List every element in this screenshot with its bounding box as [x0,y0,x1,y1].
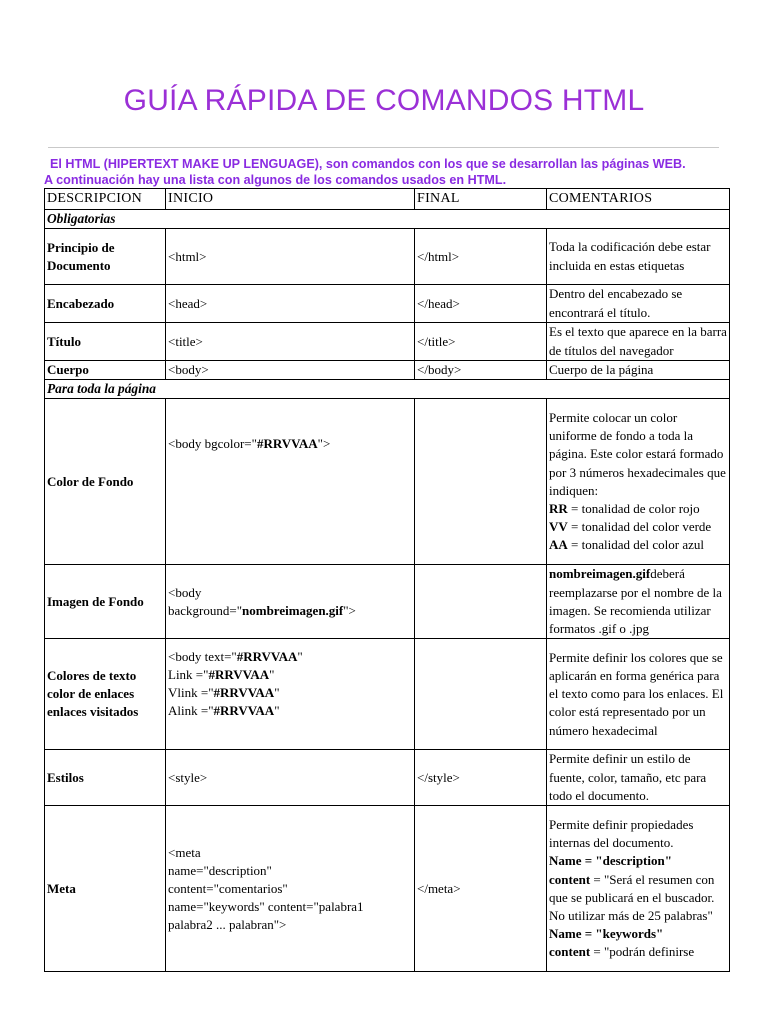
table-row [45,361,730,380]
table-row [45,750,730,806]
cell-desc: Título [45,323,166,361]
cell-comentario: Permite definir propiedades internas del documento. Name = "description" content = "Será el resumen con que se publicará en el buscador. No utilizar más de 25 palabras" Name = "keywords" content = "podrán definirse [547,806,730,972]
cell-inicio: <head> [166,285,415,323]
cell-final [415,565,547,639]
cell-inicio: <meta name="description" content="comentarios" name="keywords" content="palabra1 palabra2 ... palabran"> [166,806,415,972]
cell-desc: Meta [45,806,166,972]
header-comentarios: COMENTARIOS [547,189,730,210]
commands-table [44,188,730,972]
cell-comentario: Permite colocar un color uniforme de fondo a toda la página. Este color estará formado por 3 números hexadecimales que indiquen: RR = tonalidad de color rojo VV = tonalidad del color verde AA = tonalidad del color azul [547,399,730,565]
section-toda-la-pagina: Para toda la página [45,380,730,399]
section-obligatorias: Obligatorias [45,210,730,229]
header-inicio: INICIO [166,189,415,210]
cell-inicio: <html> [166,229,415,285]
header-final: FINAL [415,189,547,210]
cell-inicio: <title> [166,323,415,361]
cell-final: </title> [415,323,547,361]
table-row [45,229,730,285]
cell-final: </meta> [415,806,547,972]
cell-inicio: <body text="#RRVVAA" Link ="#RRVVAA" Vlink ="#RRVVAA" Alink ="#RRVVAA" [166,639,415,750]
table-row [45,565,730,639]
cell-comentario: Toda la codificación debe estar incluida en estas etiquetas [547,229,730,285]
cell-final: </head> [415,285,547,323]
title-divider [48,147,719,148]
cell-inicio: <style> [166,750,415,806]
cell-comentario: nombreimagen.gifdeberá reemplazarse por el nombre de la imagen. Se recomienda utilizar formatos .gif o .jpg [547,565,730,639]
cell-inicio: <body bgcolor="#RRVVAA"> [166,399,415,565]
table-header-row [45,189,730,210]
cell-desc: Imagen de Fondo [45,565,166,639]
cell-final: </html> [415,229,547,285]
cell-final [415,399,547,565]
page-title: GUÍA RÁPIDA DE COMANDOS HTML [123,84,645,117]
table-row [45,323,730,361]
cell-final: </style> [415,750,547,806]
intro-line-2: A continuación hay una lista con algunos de los comandos usados en HTML. [44,173,507,187]
table-row [45,639,730,750]
cell-desc: Cuerpo [45,361,166,380]
cell-desc: Color de Fondo [45,399,166,565]
cell-final [415,639,547,750]
section-row [45,380,730,399]
intro-line-1: El HTML (HIPERTEXT MAKE UP LENGUAGE), son comandos con los que se desarrollan las páginas WEB. [50,157,686,171]
table-row [45,285,730,323]
cell-desc: Estilos [45,750,166,806]
cell-final: </body> [415,361,547,380]
cell-inicio: <body> [166,361,415,380]
cell-comentario: Permite definir los colores que se aplicarán en forma genérica para el texto como para los enlaces. El color está representado por un número hexadecimal [547,639,730,750]
cell-inicio: <body background="nombreimagen.gif"> [166,565,415,639]
table-row [45,399,730,565]
cell-comentario: Cuerpo de la página [547,361,730,380]
cell-desc: Colores de texto color de enlaces enlaces visitados [45,639,166,750]
cell-desc: Encabezado [45,285,166,323]
intro-text [44,156,744,188]
cell-comentario: Dentro del encabezado se encontrará el título. [547,285,730,323]
table-row [45,806,730,972]
cell-desc: Principio de Documento [45,229,166,285]
header-descripcion: DESCRIPCION [45,189,166,210]
cell-comentario: Es el texto que aparece en la barra de títulos del navegador [547,323,730,361]
cell-comentario: Permite definir un estilo de fuente, color, tamaño, etc para todo el documento. [547,750,730,806]
section-row [45,210,730,229]
